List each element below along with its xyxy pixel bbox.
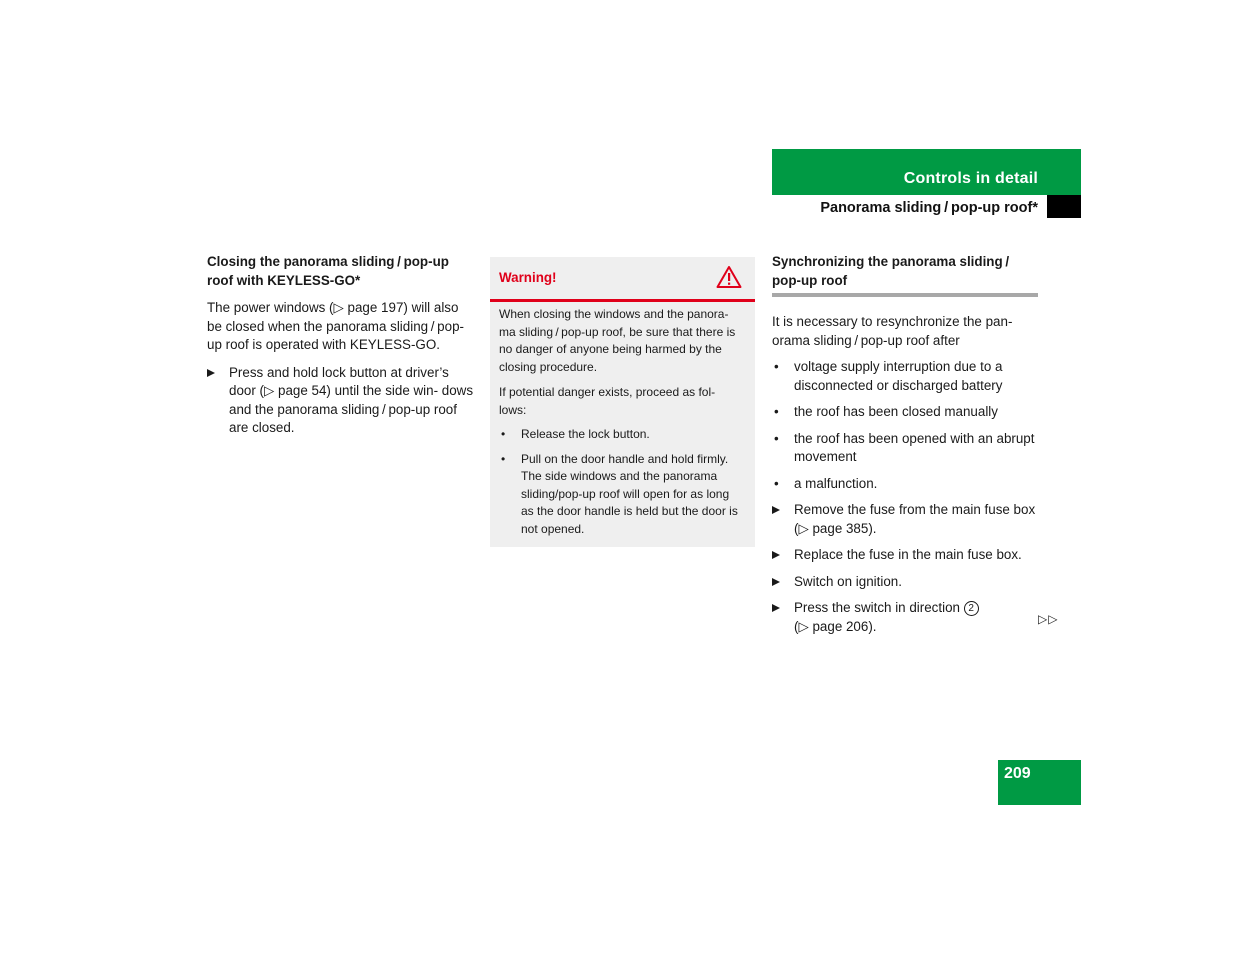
section-title: Panorama sliding / pop-up roof* <box>820 200 1038 216</box>
synchronizing-intro: It is necessary to resynchronize the pan- orama sliding / pop-up roof after <box>772 314 1013 348</box>
step-arrow-icon <box>207 369 215 377</box>
bullet-dot: • <box>501 427 506 441</box>
warning-body <box>490 302 755 538</box>
step-text: Press and hold lock button at driver’s door (▷ page 54) until the side win- dows and the panorama sliding / pop-up roof are closed. <box>229 364 474 435</box>
synchronizing-section <box>772 253 1038 636</box>
list-item-text: a malfunction. <box>794 475 878 491</box>
step-arrow-icon <box>772 604 780 612</box>
instruction-step <box>772 546 1038 565</box>
list-item <box>772 475 1038 494</box>
step-text: Remove the fuse from the main fuse box (▷ page 385). <box>794 502 1036 536</box>
keyless-go-intro: The power windows (▷ page 197) will also be closed when the panorama sliding / pop-up roof is operated with KEYLESS-GO. <box>207 300 464 352</box>
list-item-text: the roof has been opened with an abrupt movement <box>794 430 1035 464</box>
step-arrow-icon <box>772 506 780 514</box>
instruction-step <box>772 573 1038 592</box>
instruction-step <box>207 364 475 438</box>
warning-bullet <box>499 451 745 539</box>
warning-bullet <box>499 426 745 444</box>
bullet-dot: • <box>774 359 779 374</box>
step-text: Switch on ignition. <box>794 573 902 589</box>
step-text: Press the switch in direction <box>794 600 960 615</box>
warning-paragraph: When closing the windows and the panora- ma sliding / pop-up roof, be sure that there is no danger of anyone being harmed by the closing procedure. <box>499 307 736 374</box>
list-item-text: the roof has been closed manually <box>794 404 998 419</box>
step-arrow-icon <box>772 551 780 559</box>
chapter-header-bar <box>772 149 1081 195</box>
bullet-text: Release the lock button. <box>521 427 650 441</box>
bullet-dot: • <box>774 475 779 491</box>
bullet-dot: • <box>774 404 779 419</box>
bullet-dot: • <box>774 430 779 446</box>
instruction-step <box>772 501 1038 538</box>
bullet-dot: • <box>501 451 506 466</box>
bullet-text: Pull on the door handle and hold firmly. The side windows and the panorama sliding/pop-up roof will open for as long as the door handle is held but the door is not opened. <box>521 451 738 536</box>
page-reference: (▷ page 206). <box>794 618 877 634</box>
continued-arrows-icon: ▷▷ <box>1038 612 1059 626</box>
warning-triangle-icon <box>716 265 742 289</box>
chapter-title: Controls in detail <box>903 170 1038 187</box>
list-item <box>772 403 1038 422</box>
warning-paragraph: If potential danger exists, proceed as fol- lows: <box>499 385 716 417</box>
warning-header <box>490 257 755 302</box>
keyless-go-section <box>207 253 475 438</box>
instruction-step <box>772 599 1038 636</box>
section-marker <box>1047 195 1081 218</box>
synchronizing-heading: Synchronizing the panorama sliding / pop-up roof <box>772 253 1038 297</box>
list-item <box>772 358 1038 395</box>
warning-box <box>490 257 755 547</box>
direction-marker-icon: 2 <box>964 601 979 616</box>
step-text: Replace the fuse in the main fuse box. <box>794 547 1022 562</box>
list-item-text: voltage supply interruption due to a disconnected or discharged battery <box>794 359 1003 393</box>
keyless-go-heading: Closing the panorama sliding / pop-up roof with KEYLESS-GO* <box>207 254 449 288</box>
list-item <box>772 430 1038 467</box>
warning-title: Warning! <box>499 270 557 285</box>
page-number-box <box>998 760 1081 805</box>
page-number: 209 <box>1004 765 1031 782</box>
step-arrow-icon <box>772 578 780 586</box>
